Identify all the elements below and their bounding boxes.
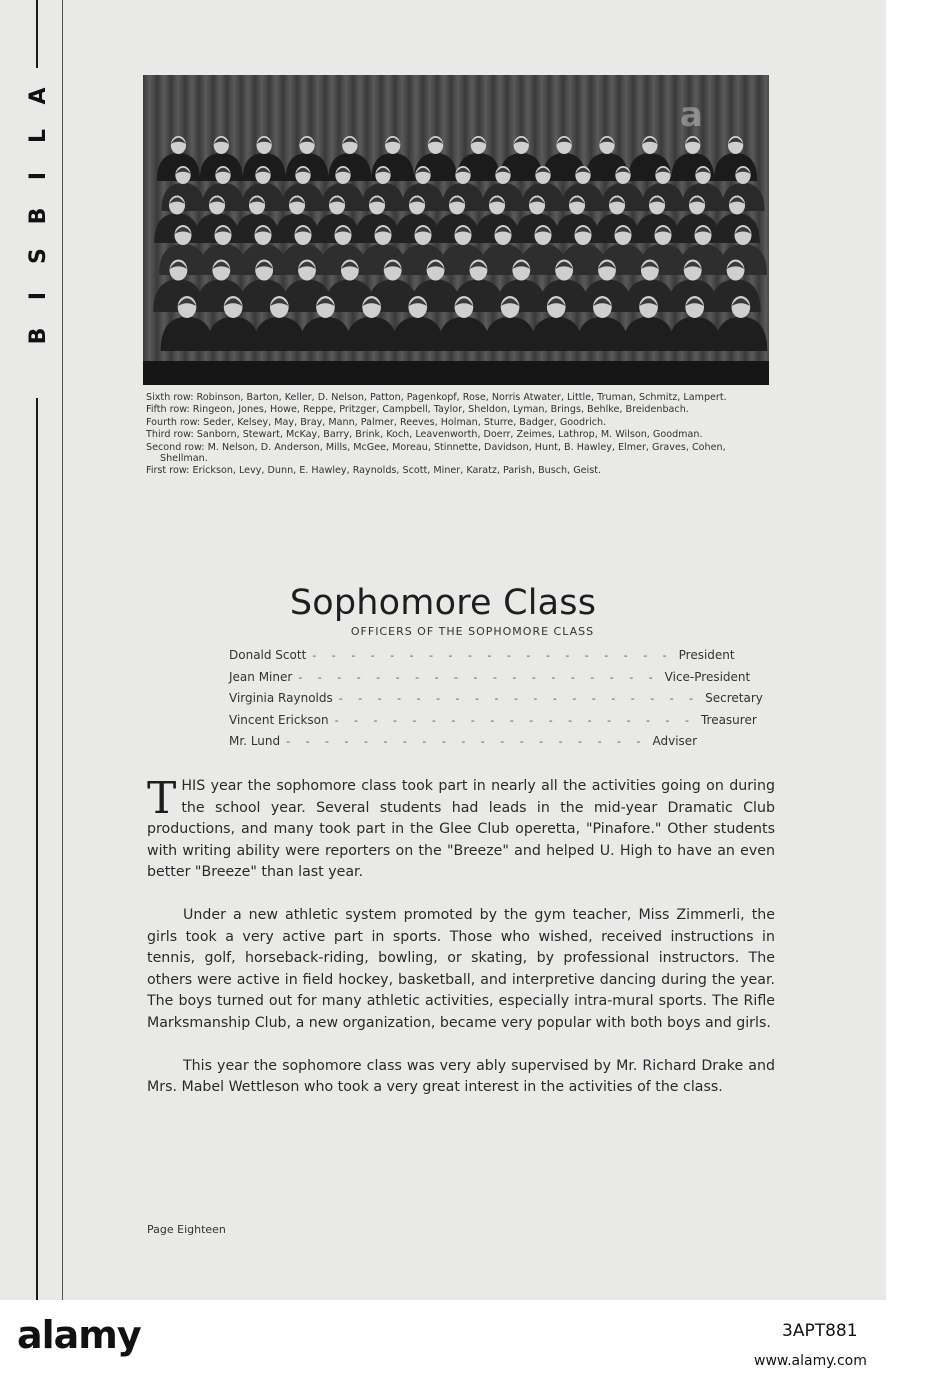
- paragraph-1: [147, 773, 775, 884]
- side-letter: B: [26, 327, 51, 345]
- officer-title: President: [678, 648, 735, 662]
- leader-dots: - - - - - - - - - - - - - - - - - - -: [298, 670, 659, 684]
- officer-title: Adviser: [652, 734, 698, 748]
- officers-heading: OFFICERS OF THE SOPHOMORE CLASS: [350, 625, 595, 638]
- caption-third-row: Third row: Sanborn, Stewart, McKay, Barry, Brink, Koch, Leavenworth, Doerr, Zeimes, Lathrop, M. Wilson, Goodman.: [146, 429, 703, 441]
- side-letter: L: [26, 128, 51, 144]
- side-letter: A: [26, 87, 51, 105]
- stock-image-id: 3APT881: [782, 1321, 858, 1341]
- page-title: Sophomore Class: [289, 583, 597, 624]
- margin-rule-top: [36, 0, 38, 68]
- leader-dots: - - - - - - - - - - - - - - - - - - -: [312, 649, 673, 662]
- officer-title: Treasurer: [700, 712, 757, 727]
- paragraph-3: This year the sophomore class was very ably supervised by Mr. Richard Drake and Mrs. Mabel Wettleson who took a very great interest in the activities of the class.: [147, 1057, 775, 1096]
- page-number: Page Eighteen: [147, 1223, 226, 1236]
- group-photo-icon: [143, 75, 769, 385]
- margin-rule-bottom: [36, 398, 38, 1300]
- caption-second-row: Second row: M. Nelson, D. Anderson, Mills, McGee, Moreau, Stinnette, Davidson, Hunt, B. Hawley, Elmer, Graves, Cohen, Shellman.: [146, 441, 726, 464]
- officer-name: Donald Scott: [229, 648, 307, 662]
- paragraph-2: Under a new athletic system promoted by the gym teacher, Miss Zimmerli, the girls took a very active part in sports. Those who wished, received instructions in tennis, golf, horseback-riding, bowling, or skating, by professional instructors. The others were active in field hockey, basketball, and interpretive dancing during the year. The boys turned out for many athletic activities, especially intra-mural sports. The Rifle Marksmanship Club, a new organization, became very popular with both boys and girls.: [147, 906, 775, 1031]
- caption-fourth-row: Fourth row: Seder, Kelsey, May, Bray, Mann, Palmer, Reeves, Holman, Sturre, Badger, Goodrich.: [146, 416, 607, 428]
- officer-name: Virginia Raynolds: [229, 691, 333, 705]
- side-letter: S: [26, 248, 51, 264]
- photo-floor: [143, 361, 769, 385]
- officer-row-vice-president: [229, 669, 751, 692]
- side-label: [26, 76, 51, 356]
- side-letter: I: [26, 291, 51, 301]
- caption-sixth-row: Sixth row: Robinson, Barton, Keller, D. Nelson, Patton, Pagenkopf, Rose, Norris Atwater, Little, Truman, Schmitz, Lampert.: [146, 392, 727, 403]
- officer-row-secretary: [229, 691, 763, 713]
- stock-logo: alamy: [17, 1313, 141, 1357]
- watermark: a: [680, 95, 702, 135]
- officer-row-adviser: [229, 734, 698, 756]
- paragraph-1-text: HIS year the sophomore class took part in nearly all the activities going on during the school year. Several students had leads in the mid-year Dramatic Club productions, and many took part in the Glee Club operetta, "Pinafore." Other students with writing ability were reporters on the "Breeze" and helped U. High to have an even better "Breeze" than last year.: [147, 778, 775, 881]
- leader-dots: - - - - - - - - - - - - - - - - - - -: [334, 713, 695, 727]
- class-group-photo: [143, 75, 769, 385]
- officer-title: Secretary: [705, 691, 763, 705]
- article-body: [147, 773, 775, 1120]
- drop-cap: T: [147, 773, 177, 824]
- leader-dots: - - - - - - - - - - - - - - - - - - -: [338, 692, 700, 705]
- officer-row-president: [229, 648, 735, 670]
- photo-caption: [146, 392, 776, 478]
- caption-fifth-row: Fifth row: Ringeon, Jones, Howe, Reppe, Pritzger, Campbell, Taylor, Sheldon, Lyman, Brings, Behlke, Breidenbach.: [146, 404, 689, 416]
- side-letter: B: [26, 207, 51, 225]
- side-letter: I: [26, 171, 51, 181]
- officer-name: Jean Miner: [229, 669, 293, 684]
- margin-rule-inner: [62, 0, 63, 1300]
- officer-row-treasurer: [229, 712, 757, 735]
- officer-name: Vincent Erickson: [229, 712, 329, 727]
- stock-url: www.alamy.com: [754, 1353, 867, 1369]
- leader-dots: - - - - - - - - - - - - - - - - - - -: [286, 735, 647, 748]
- officers-list: [229, 648, 763, 756]
- officer-title: Vice-President: [664, 669, 751, 684]
- caption-first-row: First row: Erickson, Levy, Dunn, E. Hawley, Raynolds, Scott, Miner, Karatz, Parish, Busch, Geist.: [146, 465, 602, 477]
- officer-name: Mr. Lund: [229, 734, 281, 748]
